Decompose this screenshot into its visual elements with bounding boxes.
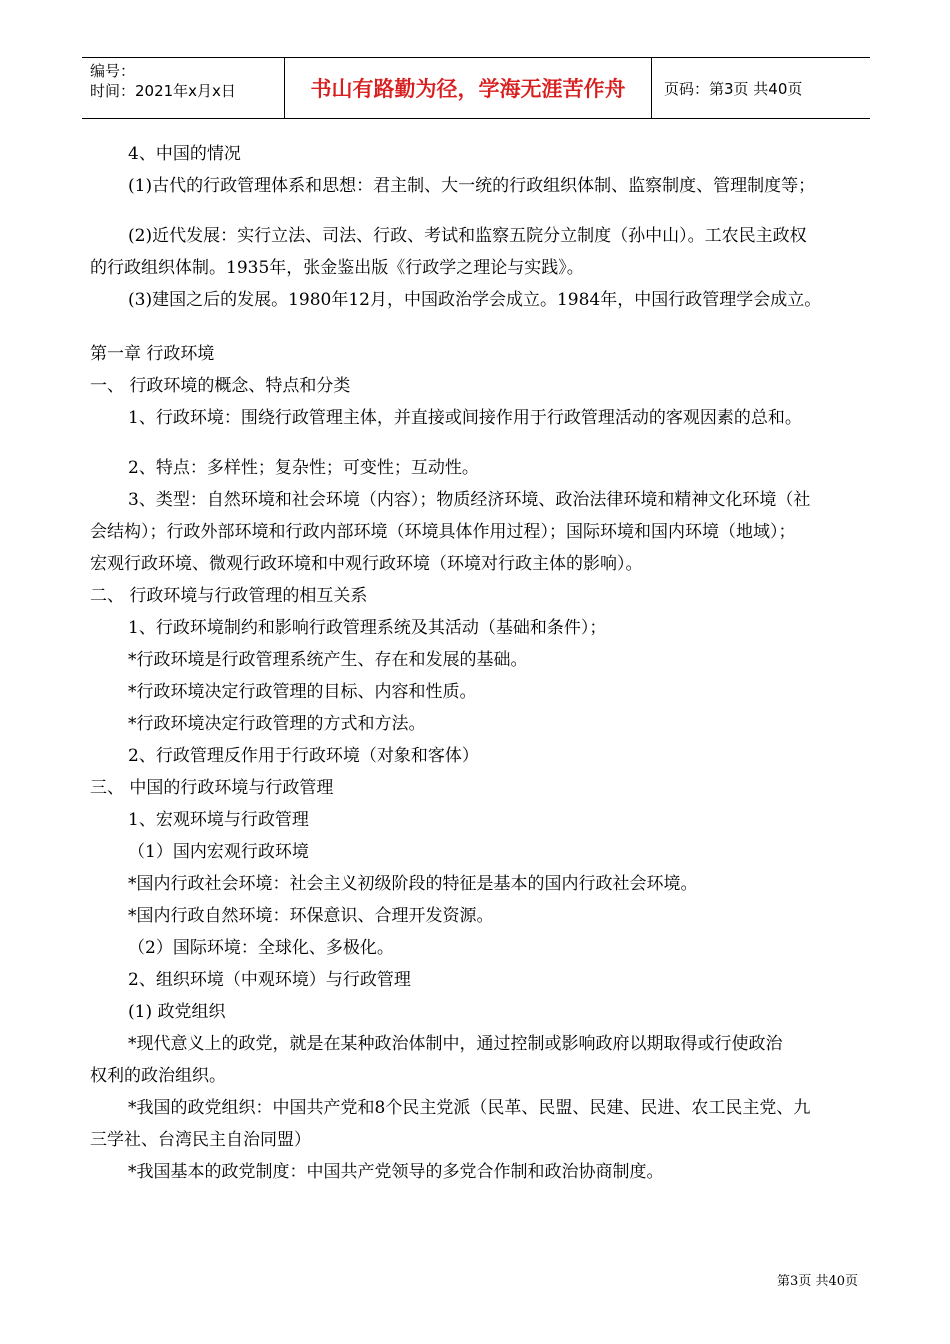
paragraph-line: *行政环境是行政管理系统产生、存在和发展的基础。: [128, 650, 528, 670]
paragraph-line: 2、组织环境（中观环境）与行政管理: [128, 970, 411, 990]
paragraph-line: *我国的政党组织：中国共产党和8个民主党派（民革、民盟、民建、民进、农工民主党、九: [128, 1098, 811, 1118]
document-body: [90, 138, 862, 1188]
header-page-label: 页码：第3页 共40页: [664, 79, 803, 98]
paragraph-line: *我国基本的政党制度：中国共产党领导的多党合作制和政治协商制度。: [128, 1162, 664, 1182]
chapter-title: 第一章 行政环境: [90, 344, 215, 364]
paragraph-line: (1) 政党组织: [128, 1002, 226, 1022]
paragraph-line: *现代意义上的政党，就是在某种政治体制中，通过控制或影响政府以期取得或行使政治: [128, 1034, 783, 1054]
paragraph-line: (2)近代发展：实行立法、司法、行政、考试和监察五院分立制度（孙中山）。工农民主政权: [128, 226, 807, 246]
document-date-label: 时间：2021年x月x日: [90, 82, 236, 100]
paragraph-line: 权利的政治组织。: [90, 1066, 226, 1086]
paragraph-line: （2）国际环境：全球化、多极化。: [128, 938, 394, 958]
document-number-label: 编号：: [90, 62, 136, 80]
paragraph-line: *国内行政社会环境：社会主义初级阶段的特征是基本的国内行政社会环境。: [128, 874, 698, 894]
page-footer: 第3页 共40页: [777, 1274, 858, 1289]
section-heading: 三、 中国的行政环境与行政管理: [90, 778, 334, 798]
paragraph-line: (1)古代的行政管理体系和思想：君主制、大一统的行政组织体制、监察制度、管理制度等；: [128, 176, 816, 196]
header-motto: 书山有路勤为径，学海无涯苦作舟: [284, 58, 652, 118]
section-heading: 二、 行政环境与行政管理的相互关系: [90, 586, 368, 606]
paragraph-line: 2、特点：多样性；复杂性；可变性；互动性。: [128, 458, 479, 478]
header-meta: [82, 58, 284, 118]
paragraph-line: 的行政组织体制。1935年，张金鉴出版《行政学之理论与实践》。: [90, 258, 584, 278]
section-heading: 4、中国的情况: [128, 144, 241, 164]
page-header: [82, 57, 870, 119]
paragraph-line: 1、行政环境：围绕行政管理主体，并直接或间接作用于行政管理活动的客观因素的总和。: [128, 408, 802, 428]
paragraph-line: 2、行政管理反作用于行政环境（对象和客体）: [128, 746, 479, 766]
paragraph-line: 会结构）；行政外部环境和行政内部环境（环境具体作用过程）；国际环境和国内环境（地域）；: [90, 522, 796, 542]
paragraph-line: 3、类型：自然环境和社会环境（内容）；物质经济环境、政治法律环境和精神文化环境（社: [128, 490, 811, 510]
paragraph-line: *行政环境决定行政管理的方式和方法。: [128, 714, 426, 734]
paragraph-line: *行政环境决定行政管理的目标、内容和性质。: [128, 682, 477, 702]
paragraph-line: 1、宏观环境与行政管理: [128, 810, 309, 830]
paragraph-line: *国内行政自然环境：环保意识、合理开发资源。: [128, 906, 494, 926]
paragraph-line: (3)建国之后的发展。1980年12月，中国政治学会成立。1984年，中国行政管理学会成立。: [128, 290, 822, 310]
paragraph-line: （1）国内宏观行政环境: [128, 842, 309, 862]
paragraph-line: 宏观行政环境、微观行政环境和中观行政环境（环境对行政主体的影响）。: [90, 554, 643, 574]
paragraph-line: 1、行政环境制约和影响行政管理系统及其活动（基础和条件）；: [128, 618, 607, 638]
paragraph-line: 三学社、台湾民主自治同盟）: [90, 1130, 311, 1150]
section-heading: 一、 行政环境的概念、特点和分类: [90, 376, 351, 396]
